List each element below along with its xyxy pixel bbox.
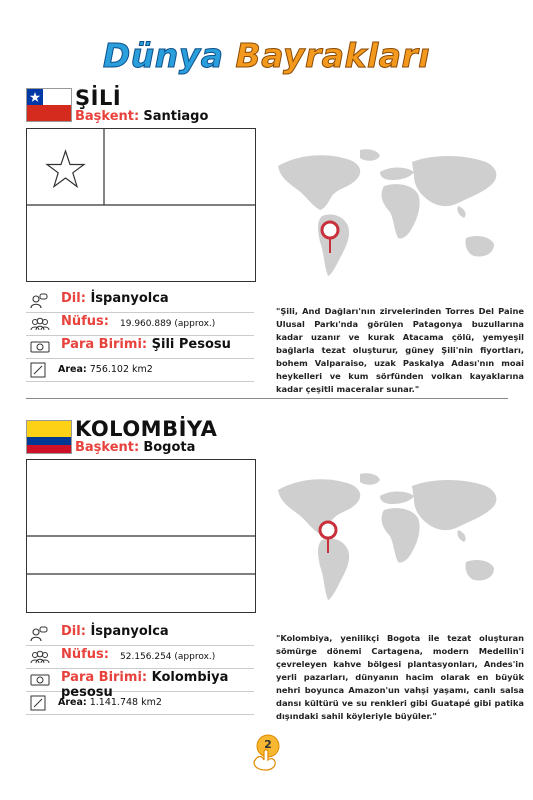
world-map [268,146,508,296]
currency-row [26,336,254,359]
capital-value: Bogota [143,440,196,455]
currency-value: Kolombiya pesosu [61,670,229,700]
speech-person-icon [30,626,48,642]
language-value: İspanyolca [90,291,169,306]
banknote-icon [30,339,48,355]
area-row [26,692,254,715]
page-number: 2 [264,738,272,751]
banknote-icon [30,672,48,688]
language-label: Dil: [61,624,86,639]
area-row [26,359,254,382]
speech-person-icon [30,293,48,309]
population-row [26,646,254,669]
capital-line [75,109,208,124]
page-title [0,36,533,75]
area-label: Area: [58,364,87,375]
capital-line [75,440,195,455]
population-row [26,313,254,336]
people-icon [30,316,48,332]
population-label: Nüfus: [61,647,109,662]
map-pin-icon [320,220,340,258]
world-map [268,470,508,620]
area-label: Area: [58,697,87,708]
language-label: Dil: [61,291,86,306]
country-name: KOLOMBİYA [75,417,218,441]
area-value: 1.141.748 km2 [89,697,162,708]
area-resize-icon [30,362,48,378]
country-description: "Kolombiya, yenilikçi Bogota ile tezat oluşturan sömürge dönemi Cartagena, modern Medellin'i çevreleyen kahve bölgesi plantasyonları, Andes'in yerli pazarları, dünyanın hacim olarak en büyük nehri boyunca Amazon'un vahşi yaşamı, canlı salsa dansı kültürü ve su renkleri gibi Guatapé gibi patika dışındaki sahil köyleriyle büyüler." [276,633,524,721]
population-value: 52.156.254 (approx.) [120,652,216,662]
area-resize-icon [30,695,48,711]
colombia-flag-outline [26,459,256,613]
page-number-badge [250,732,286,768]
info-table [26,290,254,382]
currency-row [26,669,254,700]
section-divider [26,398,508,399]
title-word-1: Dünya [102,36,224,75]
capital-label: Başkent: [75,440,140,455]
country-description: "Şili, And Dağları'nın zirvelerinden Torres Del Paine Ulusal Parkı'nda görülen Patagonya buzullarına kadar uzanır ve kurak Atacama çölü, yemyeşil bağlarla tezat oluşturur, güney Şili'nin fiyortları, bohem Valparaiso, uzak Paskalya Adası'nın moai heykelleri ve kum sörfünden volkan kayaklarına kadar çeşitli maceralar sunar." [276,306,524,394]
people-icon [30,649,48,665]
colombia-flag-icon [26,420,72,454]
language-row [26,623,254,646]
language-row [26,290,254,313]
area-value: 756.102 km2 [89,364,153,375]
info-table [26,623,254,715]
capital-value: Santiago [143,109,209,124]
map-pin-icon [318,520,338,558]
population-label: Nüfus: [61,314,109,329]
chile-flag-outline [26,128,256,282]
currency-value: Şili Pesosu [151,337,231,352]
language-value: İspanyolca [90,624,169,639]
chile-flag-icon [26,88,72,122]
country-name: ŞİLİ [75,86,122,110]
currency-label: Para Birimi: [61,337,148,352]
currency-label: Para Birimi: [61,670,148,685]
population-value: 19.960.889 (approx.) [120,319,216,329]
capital-label: Başkent: [75,109,140,124]
title-word-2: Bayrakları [235,36,431,75]
